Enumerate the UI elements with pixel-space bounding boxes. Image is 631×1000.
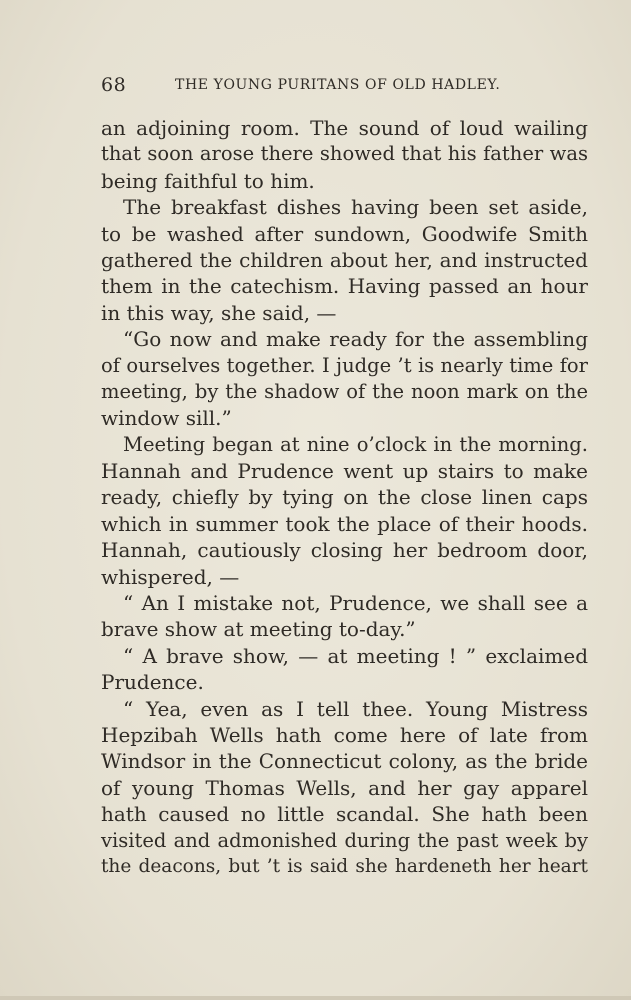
text-line: whispered, — [101,564,240,589]
text-line: being faithful to him. [101,168,315,193]
page-header [101,74,588,100]
text-line: brave show at meeting to-day.” [101,617,416,642]
text-line: gathered the children about her, and instructed [101,247,588,272]
text-line: of ourselves together. I judge ’t is nearly time for [101,353,588,377]
text-line: Hannah, cautiously closing her bedroom door, [101,538,588,563]
running-title: THE YOUNG PURITANS OF OLD HADLEY. [175,77,501,93]
text-line: Windsor in the Connecticut colony, as the bride [101,749,588,774]
text-line: “ A brave show, — at meeting ! ” exclaimed [123,643,588,668]
text-line: Prudence. [101,670,204,695]
text-line: that soon arose there showed that his father was [101,142,588,166]
text-line: in this way, she said, — [101,300,337,325]
text-line: an adjoining room. The sound of loud wailing [101,116,588,140]
text-line: Hepzibah Wells hath come here of late from [101,722,588,747]
page-edge [0,996,631,1000]
text-line: “Go now and make ready for the assembling [123,327,588,352]
text-line: window sill.” [101,406,232,431]
text-line: visited and admonished during the past week by [101,828,588,852]
text-line: the deacons, but ’t is said she hardeneth her heart [101,855,588,877]
text-line: hath caused no little scandal. She hath been [101,802,588,827]
text-line: ready, chiefly by tying on the close linen caps [101,485,588,510]
text-line: them in the catechism. Having passed an hour [101,274,588,299]
text-line: “ Yea, even as I tell thee. Young Mistress [123,696,588,721]
text-line: which in summer took the place of their hoods. [101,511,588,536]
body-text [101,115,588,880]
text-line: Meeting began at nine o’clock in the morning. [123,432,588,456]
page-number: 68 [101,74,127,96]
text-line: The breakfast dishes having been set aside, [123,195,588,220]
text-line: Hannah and Prudence went up stairs to make [101,459,588,484]
text-line: meeting, by the shadow of the noon mark on the [101,379,588,403]
text-line: of young Thomas Wells, and her gay apparel [101,775,588,800]
text-line: “ An I mistake not, Prudence, we shall see a [123,591,588,616]
text-line: to be washed after sundown, Goodwife Smith [101,221,588,246]
